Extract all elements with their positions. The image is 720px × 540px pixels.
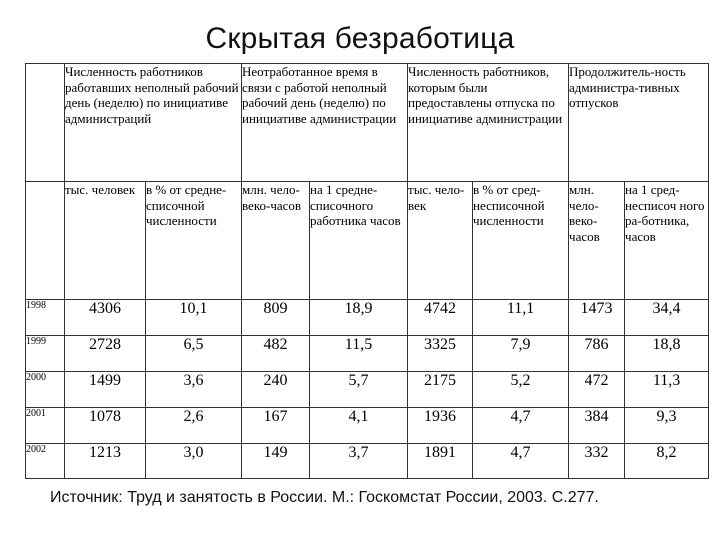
value-cell: 11,5 — [310, 336, 408, 372]
value-cell: 3,6 — [146, 372, 242, 408]
value-cell: 472 — [569, 372, 625, 408]
value-cell: 149 — [242, 444, 310, 479]
unemployment-table — [25, 63, 709, 479]
value-cell: 7,9 — [473, 336, 569, 372]
value-cell: 1936 — [408, 408, 473, 444]
value-cell: 3,7 — [310, 444, 408, 479]
value-cell: 2728 — [65, 336, 146, 372]
table-row — [26, 444, 709, 479]
header-group-lost-time: Неотработанное время в связи с работой неполный рабочий день (неделю) по инициативе администрации — [242, 64, 408, 182]
header-group-leave-duration: Продолжитель-ность администра-тивных отпусков — [569, 64, 709, 182]
value-cell: 384 — [569, 408, 625, 444]
value-cell: 18,8 — [625, 336, 709, 372]
value-cell: 8,2 — [625, 444, 709, 479]
value-cell: 4306 — [65, 300, 146, 336]
value-cell: 6,5 — [146, 336, 242, 372]
year-cell: 2002 — [26, 444, 65, 479]
year-cell: 2001 — [26, 408, 65, 444]
value-cell: 2,6 — [146, 408, 242, 444]
subheader-cell: в % от средне-списочной численности — [146, 182, 242, 300]
value-cell: 332 — [569, 444, 625, 479]
value-cell: 34,4 — [625, 300, 709, 336]
subheader-cell: тыс. чело-век — [408, 182, 473, 300]
subheader-cell: в % от сред-несписочной численности — [473, 182, 569, 300]
header-group-row — [26, 64, 709, 182]
year-cell: 1998 — [26, 300, 65, 336]
value-cell: 4,1 — [310, 408, 408, 444]
subheader-cell: на 1 сред-несписоч ного ра-ботника, часов — [625, 182, 709, 300]
value-cell: 1473 — [569, 300, 625, 336]
value-cell: 1213 — [65, 444, 146, 479]
value-cell: 18,9 — [310, 300, 408, 336]
value-cell: 2175 — [408, 372, 473, 408]
value-cell: 167 — [242, 408, 310, 444]
value-cell: 809 — [242, 300, 310, 336]
header-group-leave-workers: Численность работников, которым были предоставлены отпуска по инициативе администрации — [408, 64, 569, 182]
year-cell: 2000 — [26, 372, 65, 408]
value-cell: 4,7 — [473, 408, 569, 444]
year-cell: 1999 — [26, 336, 65, 372]
corner-cell — [26, 64, 65, 182]
table-row — [26, 336, 709, 372]
page-title: Скрытая безработица — [205, 22, 515, 55]
value-cell: 5,2 — [473, 372, 569, 408]
table-row — [26, 408, 709, 444]
subheader-cell: млн. чело-веко-часов — [242, 182, 310, 300]
value-cell: 3,0 — [146, 444, 242, 479]
value-cell: 4742 — [408, 300, 473, 336]
value-cell: 5,7 — [310, 372, 408, 408]
table-row — [26, 300, 709, 336]
subheader-cell: тыс. человек — [65, 182, 146, 300]
value-cell: 10,1 — [146, 300, 242, 336]
value-cell: 786 — [569, 336, 625, 372]
value-cell: 240 — [242, 372, 310, 408]
table-row — [26, 372, 709, 408]
value-cell: 11,1 — [473, 300, 569, 336]
value-cell: 482 — [242, 336, 310, 372]
value-cell: 1499 — [65, 372, 146, 408]
header-group-part-time-workers: Численность работников работавших неполный рабочий день (неделю) по инициативе администраций — [65, 64, 242, 182]
value-cell: 3325 — [408, 336, 473, 372]
value-cell: 4,7 — [473, 444, 569, 479]
value-cell: 1891 — [408, 444, 473, 479]
subheader-cell: на 1 средне-списочного работника часов — [310, 182, 408, 300]
subheader-cell: млн. чело-веко-часов — [569, 182, 625, 300]
header-sub-row — [26, 182, 709, 300]
corner-cell — [26, 182, 65, 300]
value-cell: 9,3 — [625, 408, 709, 444]
value-cell: 11,3 — [625, 372, 709, 408]
source-note: Источник: Труд и занятость в России. М.: Госкомстат России, 2003. С.277. — [50, 489, 599, 506]
value-cell: 1078 — [65, 408, 146, 444]
